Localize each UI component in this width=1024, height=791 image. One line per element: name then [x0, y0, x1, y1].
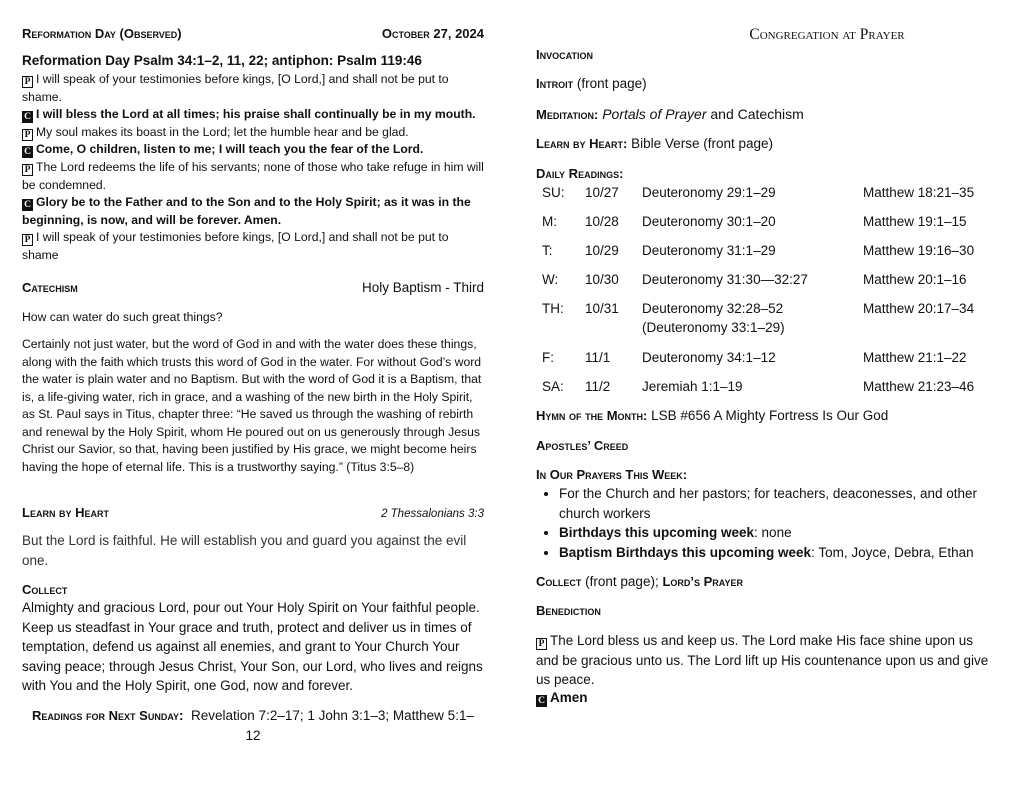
learn-header: [22, 505, 484, 520]
prayer-item-text: : Tom, Joyce, Debra, Ethan: [811, 544, 974, 560]
psalm-line-text: Come, O children, listen to me; I will teach you the fear of the Lord.: [36, 142, 424, 157]
reading-day: TH:: [542, 301, 564, 316]
reading-day: W:: [542, 272, 559, 287]
right-title: Congregation at Prayer: [749, 26, 905, 43]
reading-nt: Matthew 20:1–16: [863, 272, 967, 287]
reading-ot: Deuteronomy 34:1–12: [642, 350, 776, 365]
introit-note: (front page): [576, 76, 647, 91]
benediction-text: The Lord bless us and keep us. The Lord make His face shine upon us and be gracious unto us. The Lord lift up His countenance upon us and give us peace.: [536, 633, 989, 687]
psalm-line-text: The Lord redeems the life of his servants; none of those who take refuge in him will be condemned.: [22, 159, 484, 192]
prayer-item-label: Birthdays this upcoming week: [559, 525, 755, 540]
catechism-question: How can water do such great things?: [22, 310, 223, 324]
pastor-response-icon: P: [536, 638, 547, 650]
hymn-text: LSB #656 A Mighty Fortress Is Our God: [651, 408, 889, 423]
learn-text: But the Lord is faithful. He will establish you and guard you against the evil one.: [22, 533, 467, 568]
learn-heading: Learn by Heart: [22, 505, 110, 520]
psalm-line: [22, 141, 484, 159]
amen-text: Amen: [550, 690, 588, 705]
congregation-response-icon: C: [536, 695, 547, 707]
reading-date: 10/27: [585, 185, 619, 200]
psalm-line: [22, 106, 484, 124]
meditation-title: Portals of Prayer: [602, 106, 707, 122]
catechism-header: [22, 280, 484, 295]
collect-heading: Collect: [22, 582, 68, 597]
reading-ot: Jeremiah 1:1–19: [642, 379, 743, 394]
reading-date: 11/2: [585, 379, 611, 394]
next-sunday-label: Readings for Next Sunday: [32, 708, 179, 723]
prayers-list-wrap: [536, 484, 998, 562]
reading-ot: Deuteronomy 30:1–20: [642, 214, 776, 229]
reading-day: F:: [542, 350, 554, 365]
page-header: [22, 26, 484, 41]
collect-line: [536, 574, 998, 589]
reading-date: 10/30: [585, 272, 619, 287]
psalm-line-text: I will speak of your testimonies before kings, [O Lord,] and shall not be put to shame: [22, 230, 449, 262]
reading-nt: Matthew 21:23–46: [863, 379, 975, 394]
meditation-line: [536, 106, 998, 122]
prayer-item: [559, 523, 998, 543]
psalm-line: [22, 124, 484, 142]
right-collect-label: Collect: [536, 574, 582, 589]
catechism-answer: Certainly not just water, but the word of God in and with the water does these things, along with the faith which trusts this word of God in the water. For without God’s word the water is plain water and no Baptism. But with the word of God it is a Baptism, that is, a life-giving water, rich in grace, and a washing of the new birth in the Holy Spirit, as St. Paul says in Titus, chapter three: “He saved us through the washing of rebirth and renewal by the Holy Spirit, whom He poured out on us generously through Jesus Christ our Savior, so that, having been justified by His grace, we might become heirs having the hope of eternal life. This is a trustworthy saying.” (Titus 3:5–8): [22, 337, 482, 474]
reading-ot: Deuteronomy 31:1–29: [642, 243, 776, 258]
learn-by-heart-line: [536, 136, 998, 151]
pastor-response-icon: P: [22, 234, 33, 246]
psalm-line: [22, 229, 484, 264]
reading-day: M:: [542, 214, 557, 229]
congregation-response-icon: C: [22, 146, 33, 158]
learn-reference: 2 Thessalonians 3:3: [381, 508, 484, 520]
lords-prayer-label: Lord’s Prayer: [662, 574, 743, 589]
reading-ot: Deuteronomy 32:28–52: [642, 301, 784, 316]
psalm-line-text: I will speak of your testimonies before kings, [O Lord,] and shall not be put to shame.: [22, 72, 449, 104]
right-collect-note: (front page);: [585, 574, 659, 589]
reading-day: SA:: [542, 379, 564, 394]
collect-text: Almighty and gracious Lord, pour out Your Holy Spirit on Your faithful people. Keep us steadfast in Your grace and truth, protect and deliver us in times of temptation, defend us against all enemies, and grant to Your Church Your saving peace; through Jesus Christ, Your Son, our Lord, who lives and reigns with You and the Holy Spirit, one God, now and forever.: [22, 600, 483, 693]
pastor-response-icon: P: [22, 76, 33, 88]
psalm-line: [22, 71, 484, 106]
reading-nt: Matthew 21:1–22: [863, 350, 967, 365]
reading-ot: Deuteronomy 29:1–29: [642, 185, 776, 200]
catechism-topic: Holy Baptism - Third: [361, 280, 484, 295]
learn-note: Bible Verse (front page): [631, 136, 773, 151]
congregation-response-icon: C: [22, 199, 33, 211]
invocation-heading: Invocation: [536, 47, 593, 62]
meditation-rest: and Catechism: [710, 106, 804, 122]
prayers-list: [536, 484, 998, 562]
congregation-response-icon: C: [22, 111, 33, 123]
hymn-label: Hymn of the Month:: [536, 408, 648, 423]
psalm-line-text: I will bless the Lord at all times; his praise shall continually be in my mouth.: [36, 107, 476, 122]
service-title: Reformation Day (Observed): [22, 26, 182, 41]
psalm-line: [22, 194, 484, 229]
benediction-heading: Benediction: [536, 603, 601, 618]
reading-nt: Matthew 18:21–35: [863, 185, 975, 200]
psalm-lines: [22, 71, 484, 265]
prayer-item: [559, 484, 998, 523]
prayer-item: [559, 543, 998, 563]
hymn-line: [536, 408, 998, 423]
psalm-line-text: Glory be to the Father and to the Son and to the Holy Spirit; as it was in the beginning, is now, and will be forever. Amen.: [22, 195, 471, 227]
reading-nt: Matthew 20:17–34: [863, 301, 975, 316]
reading-date: 10/31: [585, 301, 619, 316]
daily-readings-heading: Daily Readings:: [536, 166, 624, 181]
reading-day: T:: [542, 243, 553, 258]
creed-heading: Apostles’ Creed: [536, 438, 629, 453]
pastor-response-icon: P: [22, 164, 33, 176]
prayers-heading: In Our Prayers This Week:: [536, 467, 688, 482]
reading-day: SU:: [542, 185, 565, 200]
reading-date: 10/28: [585, 214, 619, 229]
service-date: October 27, 2024: [381, 26, 484, 41]
prayer-item-label: Baptism Birthdays this upcoming week: [559, 544, 812, 560]
introit-line: [536, 76, 998, 91]
introit-label: Introit: [536, 76, 574, 91]
reading-ot-alt: (Deuteronomy 33:1–29): [642, 320, 785, 335]
psalm-heading: Reformation Day Psalm 34:1–2, 11, 22; antiphon: Psalm 119:46: [22, 53, 422, 68]
meditation-label: Meditation:: [536, 107, 599, 122]
reading-nt: Matthew 19:16–30: [863, 243, 975, 258]
next-sunday-readings: Readings for Next Sunday: Revelation 7:2–17; 1 John 3:1–3; Matthew 5:1–12: [32, 708, 474, 743]
next-sunday-text: Revelation 7:2–17; 1 John 3:1–3; Matthew 5:1–12: [191, 708, 474, 743]
benediction-text-wrap: [536, 631, 998, 690]
catechism-heading: Catechism: [22, 280, 78, 295]
learn-label: Learn by Heart:: [536, 136, 628, 151]
psalm-line: [22, 159, 484, 194]
reading-nt: Matthew 19:1–15: [863, 214, 967, 229]
reading-ot: Deuteronomy 31:30—32:27: [642, 272, 808, 287]
pastor-response-icon: P: [22, 129, 33, 141]
reading-date: 11/1: [585, 350, 611, 365]
amen-line: [536, 690, 998, 707]
prayer-item-text: For the Church and her pastors; for teachers, deaconesses, and other church workers: [559, 486, 977, 521]
reading-date: 10/29: [585, 243, 619, 258]
prayer-item-text: : none: [754, 525, 792, 540]
psalm-line-text: My soul makes its boast in the Lord; let the humble hear and be glad.: [36, 124, 409, 139]
